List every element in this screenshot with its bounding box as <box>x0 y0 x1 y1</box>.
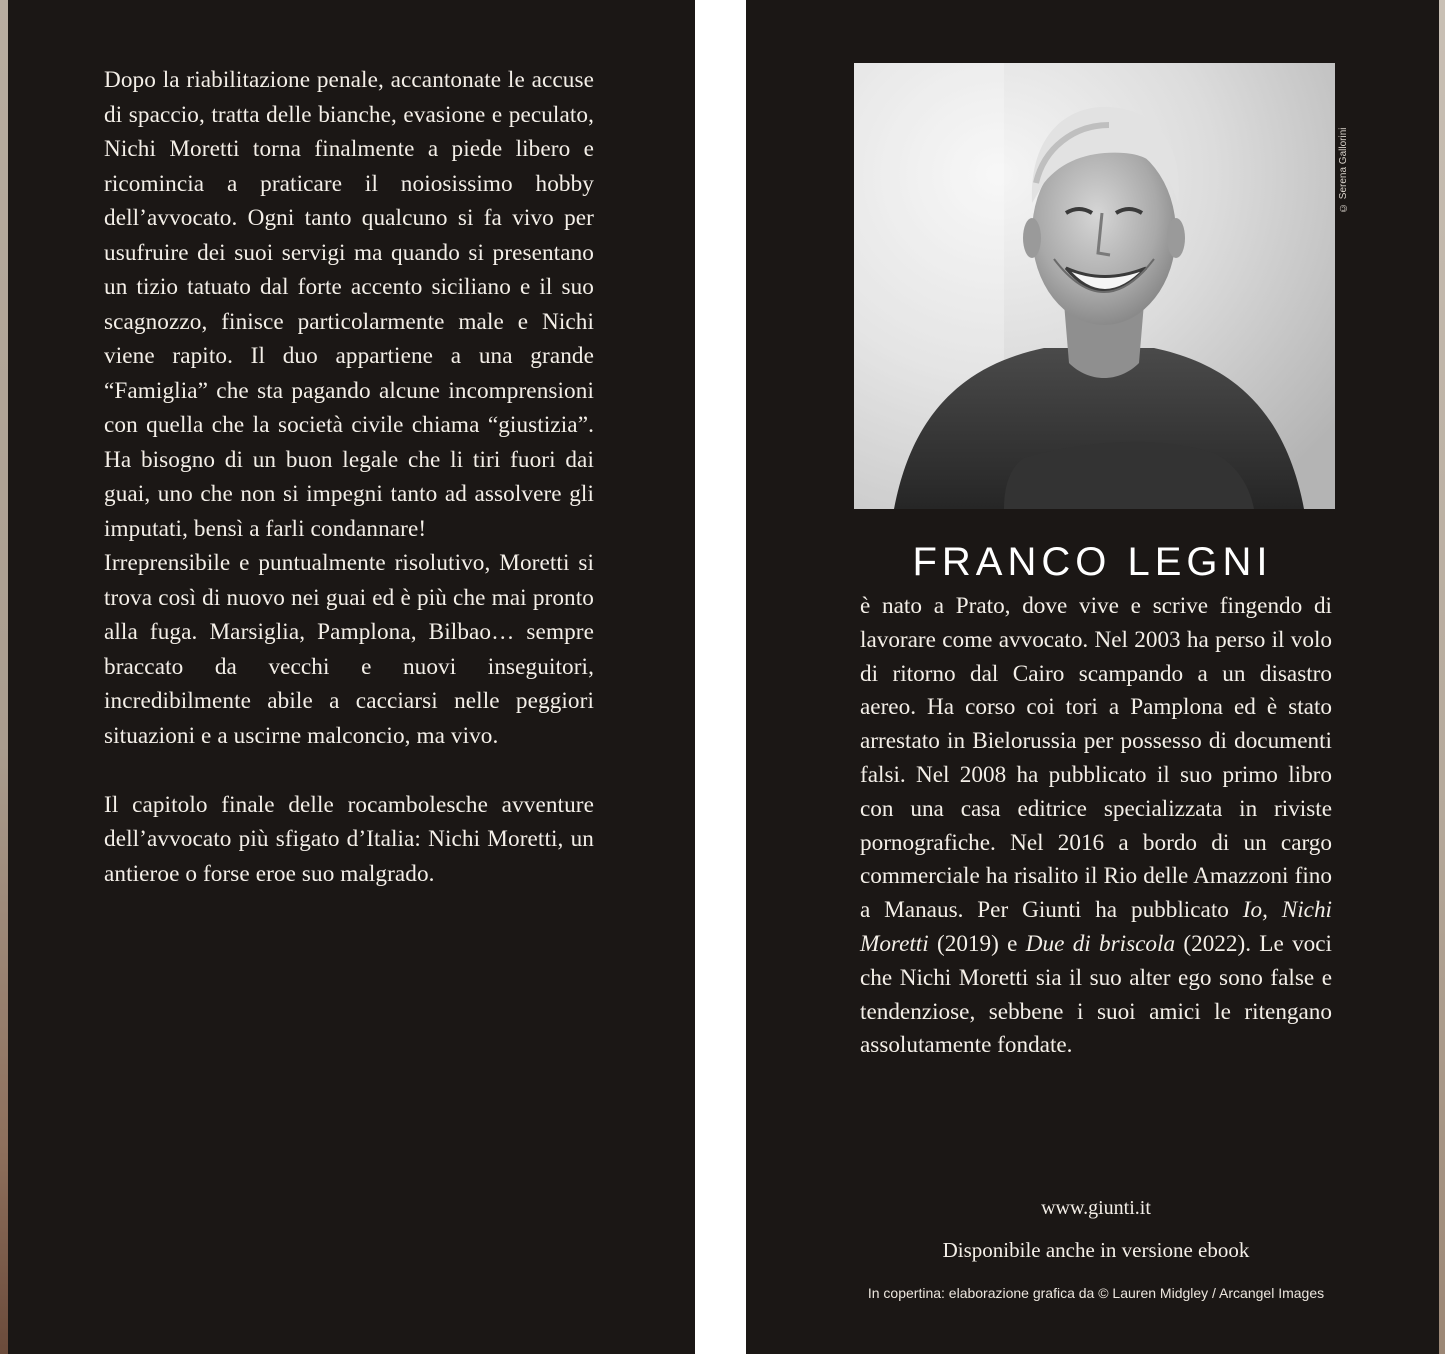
book-title: Due di briscola <box>1025 930 1176 957</box>
book-blurb <box>104 63 594 891</box>
book-title: Io, Nichi Moretti <box>860 897 1332 957</box>
blurb-paragraph: Il capitolo finale delle rocambolesche avventure dell’avvocato più sfigato d’Italia: Nichi Moretti, un antieroe o forse eroe suo malgrado. <box>104 791 594 887</box>
bio-paragraph <box>860 590 1332 1063</box>
author-name: FRANCO LEGNI <box>912 540 1273 584</box>
bio-text: (2019) e <box>928 930 1026 957</box>
publisher-website: www.giunti.it <box>1041 1197 1151 1219</box>
photo-credit: © Serena Gallorini <box>1338 127 1349 213</box>
author-photo <box>854 63 1335 509</box>
cover-edge-left <box>0 0 8 1354</box>
ebook-note: Disponibile anche in versione ebook <box>942 1238 1250 1262</box>
bio-text: (2022). Le voci che Nichi Moretti sia il suo alter ego sono false e tendenziose, sebbene i suoi amici le ritengano assolutamente fondate. <box>860 930 1332 1059</box>
left-flap <box>8 0 695 1354</box>
author-bio <box>860 590 1332 1063</box>
blurb-paragraph: Irreprensibile e puntualmente risolutivo, Moretti si trova così di nuovo nei guai ed è più che mai pronto alla fuga. Marsiglia, Pamplona, Bilbao… sempre braccato da vecchi e nuovi inseguitori, incredibilmente abile a cacciarsi nelle peggiori situazioni e a uscirne malconcio, ma vivo. <box>104 550 594 749</box>
bio-text: è nato a Prato, dove vive e scrive fingendo di lavorare come avvocato. Nel 2003 ha perso il volo di ritorno dal Cairo scampando a un disastro aereo. Ha corso coi tori a Pamplona ed è stato arrestato in Bielorussia per possesso di documenti falsi. Nel 2008 ha pubblicato il suo primo libro con una casa editrice specializzata in riviste pornografiche. Nel 2016 a bordo di un cargo commerciale ha risalito il Rio delle Amazzoni fino a Manaus. Per Giunti ha pubblicato <box>860 593 1332 924</box>
blurb-paragraph: Dopo la riabilitazione penale, accantonate le accuse di spaccio, tratta delle bianche, evasione e peculato, Nichi Moretti torna finalmente a piede libero e ricomincia a praticare il noiosissimo hobby dell’avvocato. Ogni tanto qualcuno si fa vivo per usufruire dei suoi servigi ma quando si presentano un tizio tatuato dal forte accento siciliano e il suo scagnozzo, finisce particolarmente male e Nichi viene rapito. Il duo appartiene a una grande “Famiglia” che sta pagando alcune incomprensioni con quella che la società civile chiama “giustizia”. Ha bisogno di un buon legale che li tiri fuori dai guai, uno che non si impegni tanto ad assolvere gli imputati, bensì a farli condannare! <box>104 67 594 542</box>
cover-credit: In copertina: elaborazione grafica da © Lauren Midgley / Arcangel Images <box>867 1285 1325 1301</box>
cover-edge-right <box>1439 0 1445 1354</box>
right-flap <box>746 0 1439 1354</box>
